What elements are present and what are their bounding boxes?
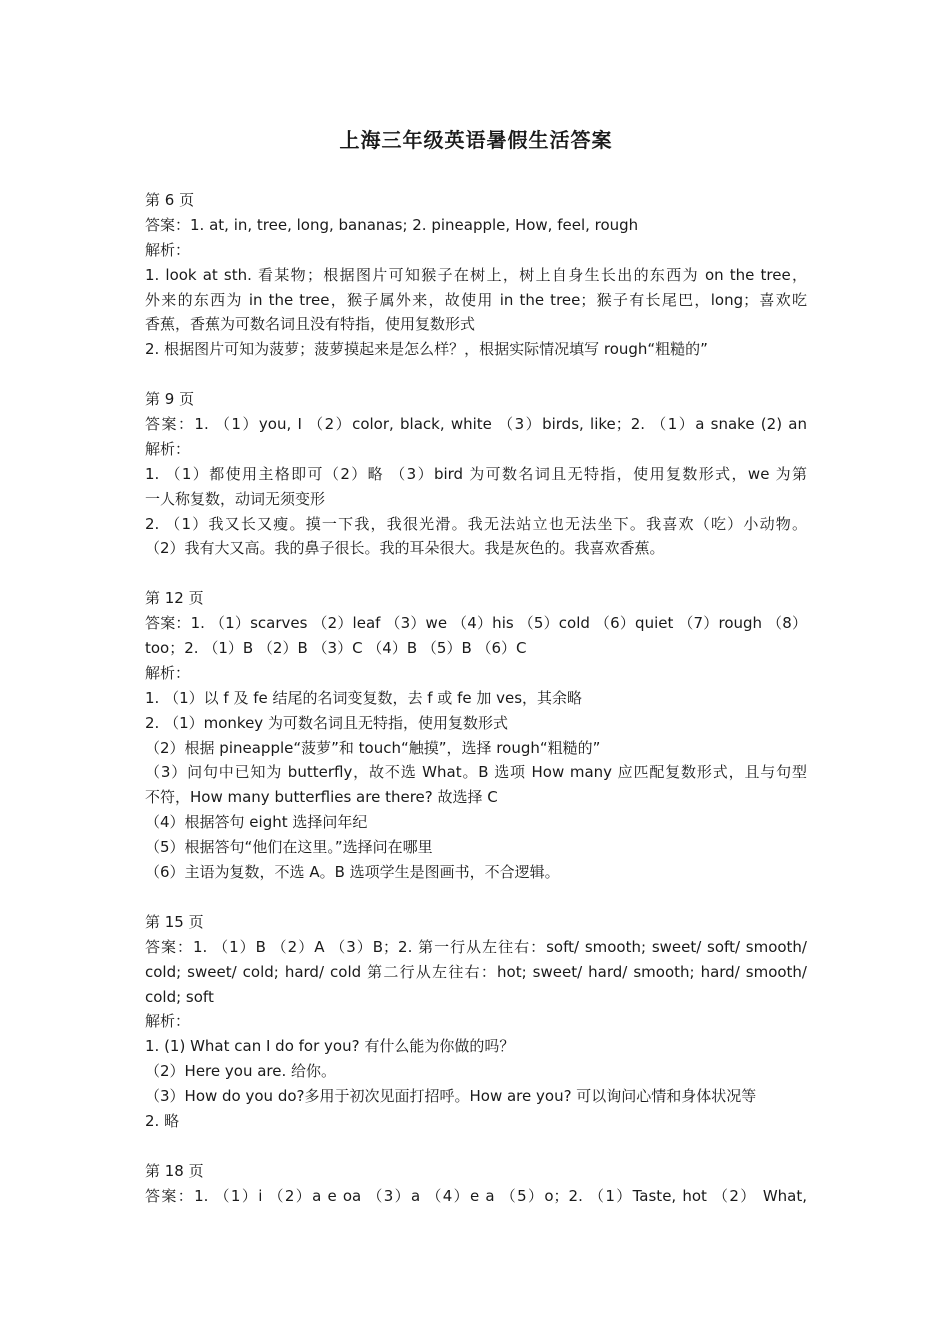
- analysis-line: 外来的东西为 in the tree，猴子属外来，故使用 in the tree；猴子有长尾巴，long；喜欢吃: [145, 290, 807, 309]
- section-heading: 第 9 页: [145, 390, 195, 409]
- answer-line: cold; sweet/ cold; hard/ cold 第二行从左往右：hot; sweet/ hard/ smooth; hard/ smooth/: [145, 962, 807, 981]
- analysis-line: 2. （1）monkey 为可数名词且无特指，使用复数形式: [145, 713, 508, 732]
- section-gap: [145, 561, 807, 586]
- analysis-label: 解析：: [145, 663, 191, 682]
- analysis-line: （5）根据答句“他们在这里。”选择问在哪里: [145, 838, 433, 857]
- answer-line: 答案：1. （1）you, I （2）color, black, white （3）birds, like；2. （1）a snake (2) an: [145, 415, 807, 434]
- analysis-label: 解析：: [145, 240, 191, 259]
- answer-line: 答案：1. （1）B （2）A （3）B；2. 第一行从左往右：soft/ smooth; sweet/ soft/ smooth/: [145, 937, 807, 956]
- analysis-line: （3）How do you do?多用于初次见面打招呼。How are you? 可以询问心情和身体状况等: [145, 1087, 757, 1106]
- section-gap: [145, 1134, 807, 1159]
- analysis-label: 解析：: [145, 439, 191, 458]
- answer-line: 答案：1. （1）scarves （2）leaf （3）we （4）his （5）cold （6）quiet （7）rough （8）: [145, 614, 807, 633]
- analysis-line: （2）我有大又高。我的鼻子很长。我的耳朵很大。我是灰色的。我喜欢香蕉。: [145, 539, 665, 558]
- analysis-line: 1. look at sth. 看某物；根据图片可知猴子在树上，树上自身生长出的东西为 on the tree，: [145, 265, 807, 284]
- section-heading: 第 12 页: [145, 589, 204, 608]
- analysis-line: 香蕉，香蕉为可数名词且没有特指，使用复数形式: [145, 315, 476, 334]
- analysis-line: 不符，How many butterflies are there? 故选择 C: [145, 788, 498, 807]
- section-heading: 第 15 页: [145, 912, 204, 931]
- analysis-line: 1. （1）都使用主格即可（2）略 （3）bird 为可数名词且无特指，使用复数形式，we 为第: [145, 464, 807, 483]
- analysis-line: （4）根据答句 eight 选择问年纪: [145, 813, 368, 832]
- answer-line: 答案：1. （1）i （2）a e oa （3）a （4）e a （5）o；2. （1）Taste, hot （2） What,: [145, 1186, 807, 1205]
- section-heading: 第 18 页: [145, 1161, 204, 1180]
- document-body: [145, 188, 807, 1209]
- analysis-line: （6）主语为复数，不选 A。B 选项学生是图画书，不合逻辑。: [145, 863, 560, 882]
- analysis-line: 2. （1）我又长又瘦。摸一下我，我很光滑。我无法站立也无法坐下。我喜欢（吃）小动物。: [145, 514, 807, 533]
- page-title: 上海三年级英语暑假生活答案: [339, 128, 613, 152]
- answer-line: cold; soft: [145, 987, 214, 1006]
- analysis-line: （3）问句中已知为 butterfly，故不选 What。B 选项 How many 应匹配复数形式，且与句型: [145, 763, 807, 782]
- analysis-line: 2. 根据图片可知为菠萝；菠萝摸起来是怎么样？，根据实际情况填写 rough“粗糙的”: [145, 340, 708, 359]
- analysis-line: （2）根据 pineapple“菠萝”和 touch“触摸”，选择 rough“粗糙的”: [145, 738, 601, 757]
- analysis-line: 1. （1）以 f 及 fe 结尾的名词变复数，去 f 或 fe 加 ves，其余略: [145, 688, 583, 707]
- analysis-label: 解析：: [145, 1012, 191, 1031]
- analysis-line: （2）Here you are. 给你。: [145, 1062, 337, 1081]
- analysis-line: 2. 略: [145, 1111, 180, 1130]
- answer-line: too；2. （1）B （2）B （3）C （4）B （5）B （6）C: [145, 639, 527, 658]
- analysis-line: 1. (1) What can I do for you? 有什么能为你做的吗？: [145, 1037, 515, 1056]
- answer-line: 答案：1. at, in, tree, long, bananas; 2. pineapple, How, feel, rough: [145, 215, 639, 234]
- section-gap: [145, 885, 807, 910]
- analysis-line: 一人称复数，动词无须变形: [145, 489, 326, 508]
- section-gap: [145, 362, 807, 387]
- section-heading: 第 6 页: [145, 191, 195, 209]
